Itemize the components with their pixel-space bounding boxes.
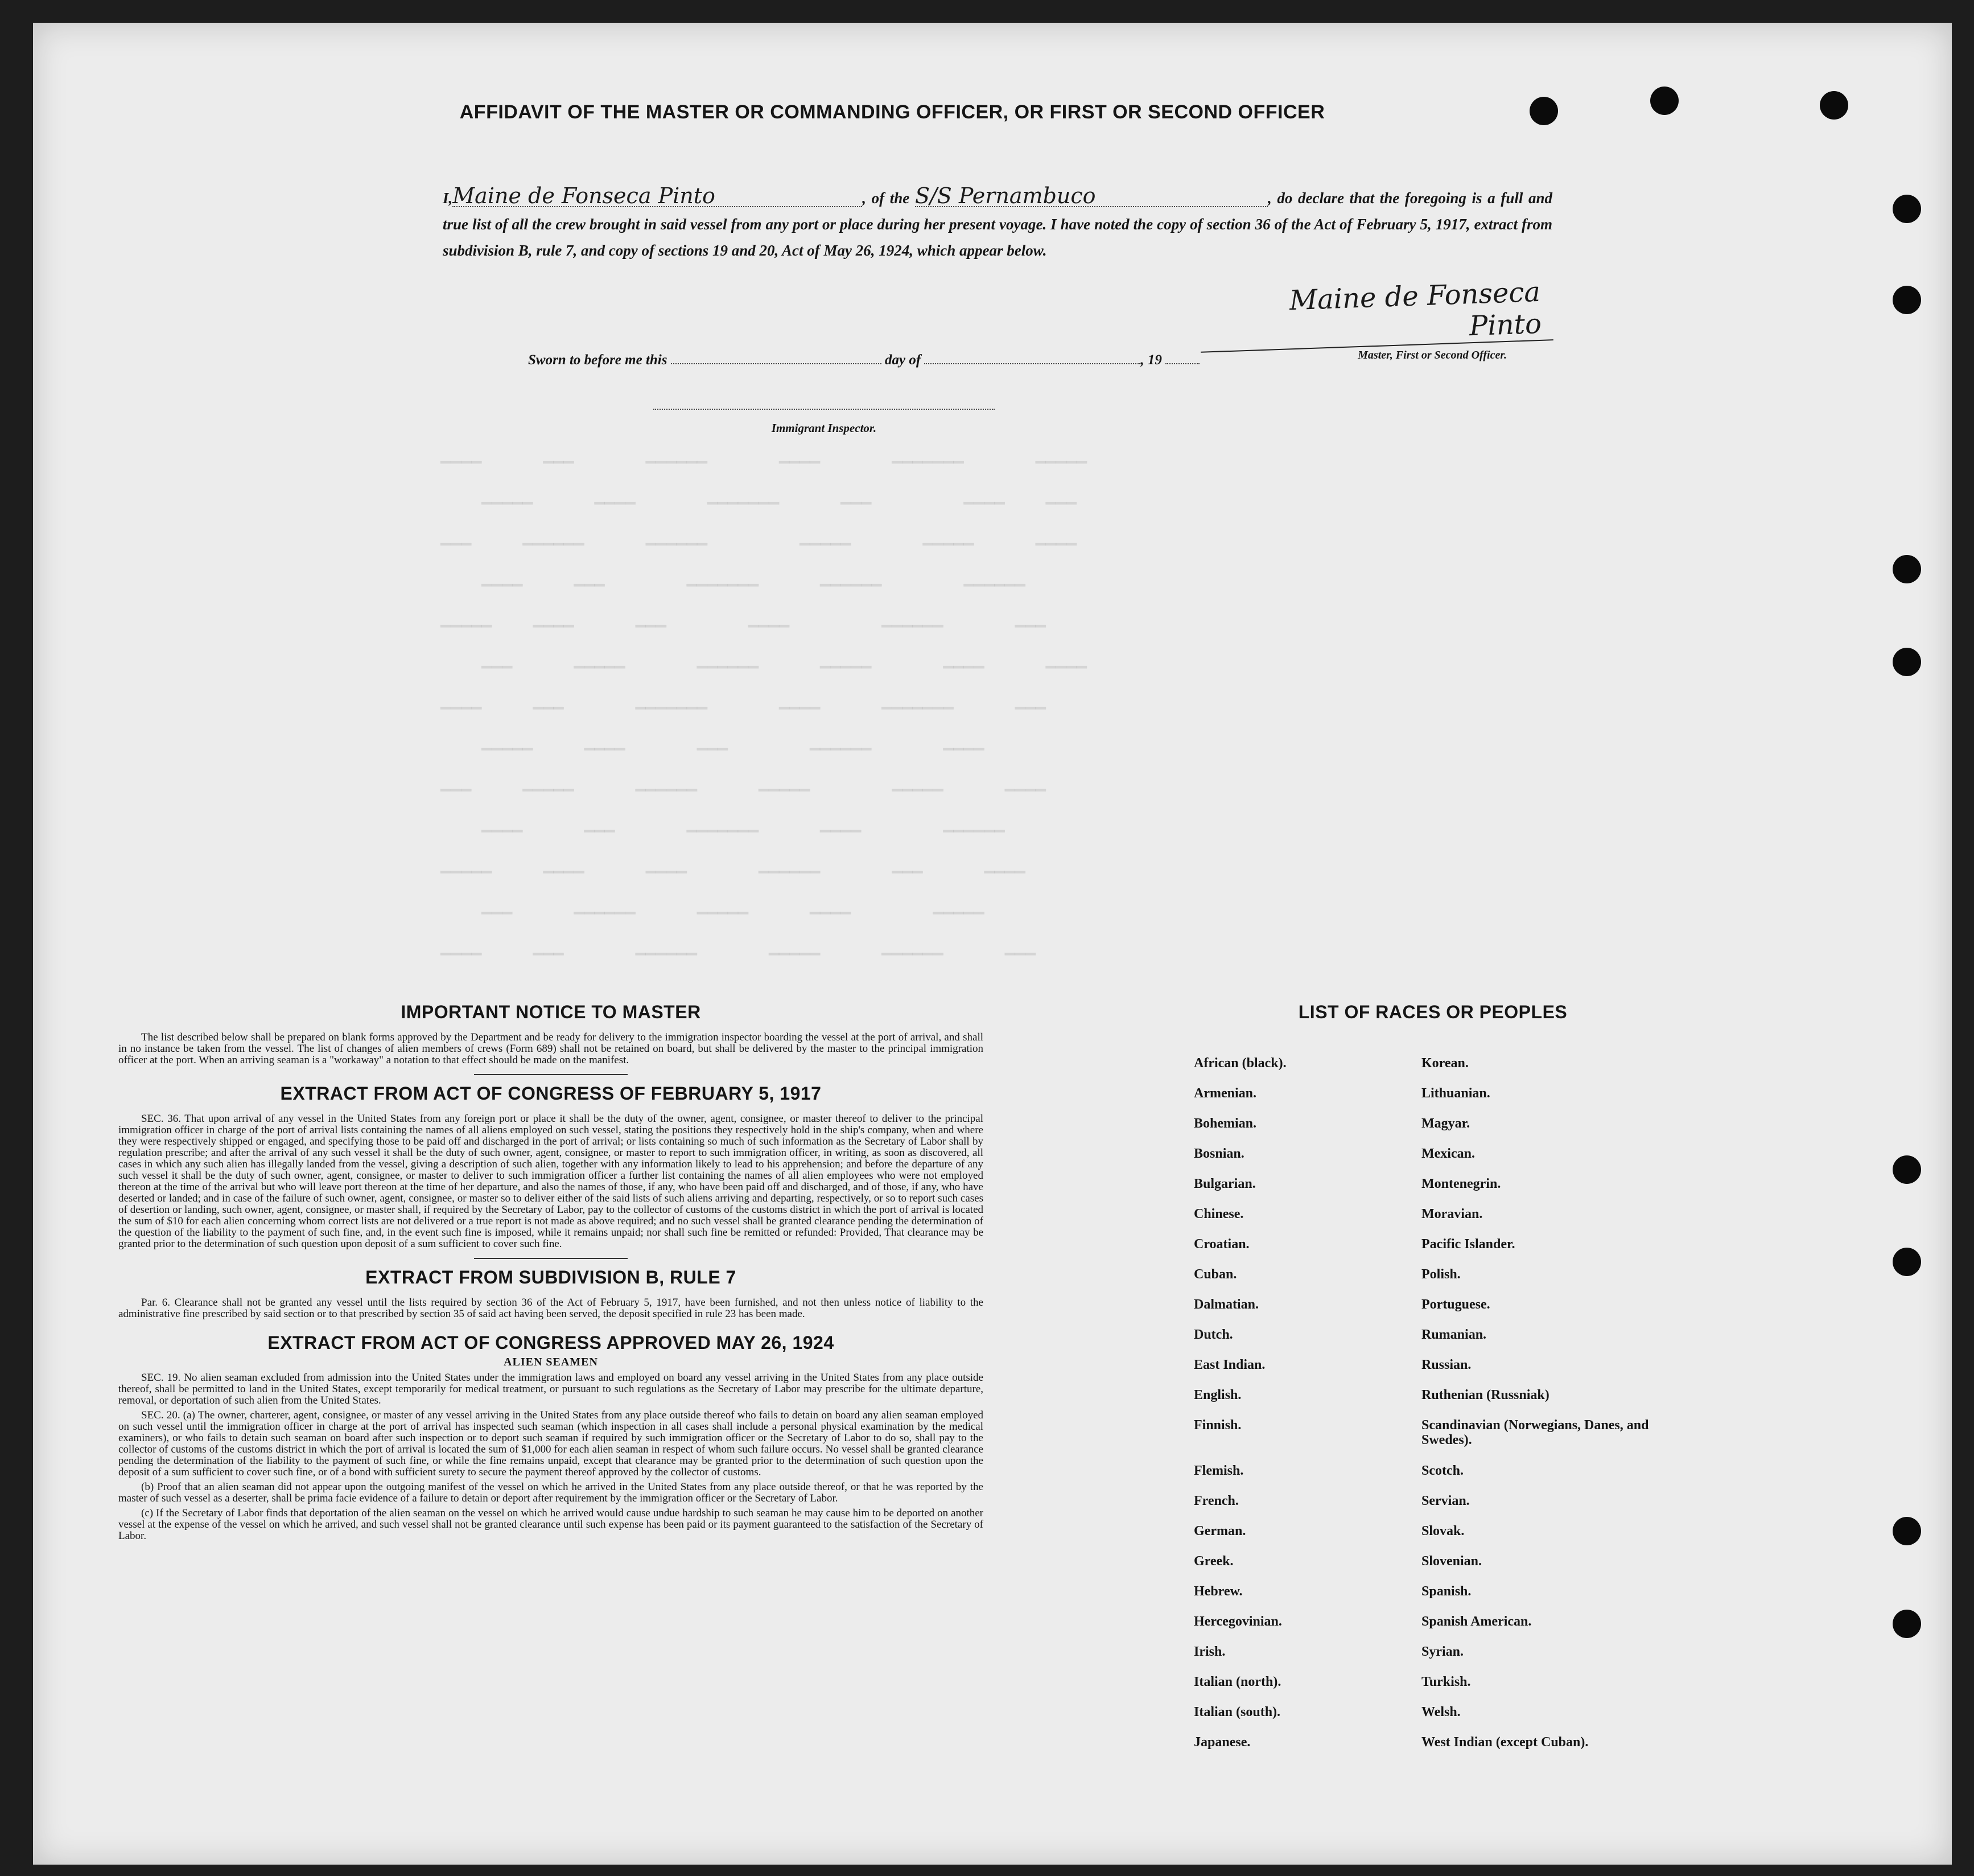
signature-block: [1200, 275, 1552, 362]
race-item: Armenian.: [1194, 1086, 1256, 1101]
sec20c-text: (c) If the Secretary of Labor finds that deportation of the alien seaman on the vessel on which he arrived would cause undue hardship to such seaman he may cause him to be deported on another vessel at the expense of the vessel on which he arrived, and such vessel shall not be granted clearance until such expense has been paid or its payment guaranteed to the satisfaction of the Secretary of Labor.: [118, 1507, 983, 1542]
race-item: Italian (south).: [1194, 1705, 1281, 1719]
race-item: Magyar.: [1421, 1116, 1470, 1131]
race-item: Scotch.: [1421, 1463, 1464, 1478]
race-item: Portuguese.: [1421, 1297, 1490, 1312]
legal-notices: [118, 1002, 983, 1545]
punch-hole: [1893, 1248, 1921, 1276]
race-item: German.: [1194, 1524, 1246, 1538]
race-item: Bohemian.: [1194, 1116, 1257, 1131]
punch-hole: [1530, 97, 1558, 125]
race-item: Welsh.: [1421, 1705, 1461, 1719]
race-item: Slovak.: [1421, 1524, 1465, 1538]
race-item: Spanish American.: [1421, 1614, 1532, 1629]
race-item: Turkish.: [1421, 1675, 1471, 1689]
extract-rule7-text: Par. 6. Clearance shall not be granted any vessel until the lists required by section 36 of the Act of February 5, 1917, have been furnished, and not then unless notice of liability to the administrative fine prescribed by said section or to that prescribed by section 35 of said act having been served, the deposit specified in rule 23 has been made.: [118, 1297, 983, 1320]
declaration: [443, 185, 1552, 264]
race-item: Korean.: [1421, 1056, 1469, 1071]
notice-text: The list described below shall be prepared on blank forms approved by the Department and be ready for delivery to the immigration inspector boarding the vessel at the port of arrival, and shall in no instance be taken from the vessel. The list of changes of alien members of crews (Form 689) shall not be retained on board, but shall be delivered by the master to the principal immigration officer at the port. When an arriving seaman is a "workaway" a notation to that effect should be made on the manifest.: [118, 1031, 983, 1066]
race-item: Hebrew.: [1194, 1584, 1243, 1599]
declare-text: , do declare that the foregoing is a full and true list of all the crew brought in said vessel from any port or place during her present voyage. I have noted the copy of section 36 of the Act of February 5, 1917, extract from subdivision B, rule 7, and copy of sections 19 and 20, Act of May 26, 1924, which appear below.: [443, 190, 1552, 259]
sec20a-text: SEC. 20. (a) The owner, charterer, agent, consignee, or master of any vessel arriving in the United States from any place outside thereof who fails to detain on board any alien seaman employed on such vessel until the immigration officer in charge at the port of arrival has inspected such seaman (which inspection in all cases shall include a personal physical examination by the medical examiners), or who fails to detain such seaman on board after such inspection or to deport such seaman if required by such immigration officer or the Secretary of Labor to do so, shall pay to the collector of customs of the customs district in which the port of arrival is located the sum of $1,000 for each alien seaman in respect of whom such failure occurs. No vessel shall be granted clearance pending the determination of the liability to the payment of such fine, or while the fine remains unpaid, except that clearance may be granted prior to the determination of such question upon the deposit of a sum sufficient to cover such fine, or of a bond with sufficient surety to secure the payment thereof approved by the collector of customs.: [118, 1409, 983, 1478]
punch-hole: [1893, 1155, 1921, 1184]
race-item: Dutch.: [1194, 1327, 1233, 1342]
race-item: West Indian (except Cuban).: [1421, 1735, 1589, 1750]
sec19-text: SEC. 19. No alien seaman excluded from admission into the United States under the immigration laws and employed on board any vessel arriving in the United States from any place outside thereof, shall be permitted to land in the United States, except temporarily for medical treatment, or pursuant to such regulations as the Secretary of Labor may prescribe for the ultimate departure, removal, or deportation of such alien from the United States.: [118, 1372, 983, 1406]
manifest-page: [33, 23, 1952, 1865]
race-item: Bosnian.: [1194, 1146, 1244, 1161]
races-grid: [1194, 1056, 1695, 1765]
sworn-line: [528, 352, 1325, 368]
extract-1917-heading: EXTRACT FROM ACT OF CONGRESS OF FEBRUARY 5, 1917: [280, 1083, 822, 1104]
sworn-year-field[interactable]: [1165, 352, 1200, 364]
race-item: Spanish.: [1421, 1584, 1472, 1599]
affidavit-title: AFFIDAVIT OF THE MASTER OR COMMANDING OFFICER, OR FIRST OR SECOND OFFICER: [459, 101, 1325, 123]
punch-hole: [1820, 91, 1848, 120]
race-item: Finnish.: [1194, 1418, 1242, 1433]
sworn-day-field[interactable]: [671, 352, 881, 364]
of-the-label: , of the: [862, 190, 910, 207]
sec20b-text: (b) Proof that an alien seaman did not appear upon the outgoing manifest of the vessel on which he arrived in the United States from any place outside thereof, or that he was reported by the master of such vessel as a deserter, shall be prima facie evidence of a failure to detain or deport after requirement by the immigration officer or the Secretary of Labor.: [118, 1481, 983, 1504]
vessel-name-field[interactable]: S/S Pernambuco: [915, 186, 1268, 207]
race-item: Slovenian.: [1421, 1554, 1482, 1569]
punch-hole: [1650, 87, 1679, 115]
race-item: Polish.: [1421, 1267, 1461, 1282]
race-item: Croatian.: [1194, 1237, 1250, 1252]
race-item: Ruthenian (Russniak): [1421, 1388, 1549, 1402]
race-item: Japanese.: [1194, 1735, 1251, 1750]
notice-heading: IMPORTANT NOTICE TO MASTER: [401, 1002, 701, 1022]
races-heading: LIST OF RACES OR PEOPLES: [1298, 1002, 1568, 1022]
sworn-prefix: Sworn to before me this: [528, 352, 667, 368]
divider: [474, 1258, 628, 1259]
bleed-through-texture: ▁▁▁▁ ▁▁▁ ▁▁▁▁▁▁ ▁▁▁▁ ▁▁▁▁▁▁▁ ▁▁▁▁▁ ▁▁▁▁▁ ▁▁▁▁ ▁▁▁▁▁▁▁ ▁▁▁ ▁▁▁▁ ▁▁▁ ▁▁▁ ▁▁▁▁▁▁ ▁▁▁▁▁▁ ▁▁▁▁▁ ▁▁▁▁▁ ▁▁▁▁ ▁▁▁▁ ▁▁▁ ▁▁▁▁▁▁▁ ▁▁▁▁▁▁ ▁▁▁▁▁▁ ▁▁▁▁▁ ▁▁▁▁ ▁▁▁ ▁▁▁▁ ▁▁▁▁▁▁ ▁▁▁ ▁▁▁ ▁▁▁▁▁ ▁▁▁▁▁▁ ▁▁▁▁▁ ▁▁▁▁ ▁▁▁▁ ▁▁▁▁ ▁▁▁ ▁▁▁▁▁▁▁ ▁▁▁▁ ▁▁▁▁▁▁▁ ▁▁▁ ▁▁▁▁▁ ▁▁▁▁ ▁▁▁ ▁▁▁▁▁▁ ▁▁▁▁ ▁▁▁ ▁▁▁▁▁ ▁▁▁▁▁▁ ▁▁▁▁▁ ▁▁▁▁▁ ▁▁▁▁ ▁▁▁▁ ▁▁▁ ▁▁▁▁▁▁▁ ▁▁▁▁ ▁▁▁▁▁▁ ▁▁▁▁▁ ▁▁▁▁ ▁▁▁▁ ▁▁▁▁▁▁ ▁▁▁ ▁▁▁▁ ▁▁▁ ▁▁▁▁▁▁ ▁▁▁▁▁ ▁▁▁▁ ▁▁▁▁▁ ▁▁▁▁ ▁▁▁ ▁▁▁▁▁▁ ▁▁▁▁▁ ▁▁▁▁▁▁ ▁▁▁: [420, 446, 1087, 957]
race-item: Flemish.: [1194, 1463, 1244, 1478]
extract-rule7-heading: EXTRACT FROM SUBDIVISION B, RULE 7: [365, 1267, 736, 1287]
sworn-day-label: day of: [884, 352, 921, 368]
race-item: Rumanian.: [1421, 1327, 1487, 1342]
race-item: Syrian.: [1421, 1644, 1464, 1659]
race-item: Russian.: [1421, 1357, 1472, 1372]
inspector-signature-line[interactable]: [653, 409, 995, 410]
race-item: Mexican.: [1421, 1146, 1475, 1161]
race-item: English.: [1194, 1388, 1242, 1402]
race-item: Irish.: [1194, 1644, 1226, 1659]
punch-hole: [1893, 195, 1921, 223]
race-item: Bulgarian.: [1194, 1176, 1256, 1191]
inspector-caption: Immigrant Inspector.: [771, 421, 877, 435]
sworn-month-field[interactable]: [924, 352, 1140, 364]
alien-seamen-subheading: ALIEN SEAMEN: [504, 1356, 598, 1368]
divider: [474, 1074, 628, 1075]
race-item: Pacific Islander.: [1421, 1237, 1515, 1252]
race-item: African (black).: [1194, 1056, 1287, 1071]
race-item: Montenegrin.: [1421, 1176, 1501, 1191]
extract-1917-text: SEC. 36. That upon arrival of any vessel in the United States from any foreign port or place it shall be the duty of the owner, agent, consignee, or master thereof to deliver to the principal immigration officer in charge of the port of arrival lists containing the names of all aliens employed on such vessel, stating the positions they respectively hold in the ship's company, when and where they were respectively shipped or engaged, and specifying those to be paid off and discharged in the port of arrival; or lists containing so much of such information as the Secretary of Labor shall by regulation prescribe; and after the arrival of any such vessel it shall be the duty of such owner, agent, consignee, or master to report to such immigration officer, in writing, as soon as discovered, all cases in which any such alien has illegally landed from the vessel, giving a description of such alien, together with any information likely to lead to his apprehension; and before the departure of any such vessel it shall be the duty of such owner, agent, consignee, or master to deliver to such immigration officer a further list containing the names of all alien employees who were not employed thereon at the time of the arrival but who will leave port thereon at the time of her departure, and also the names of those, if any, who have been paid off and discharged, and of those, if any, who have deserted or landed; and in case of the failure of such owner, agent, consignee, or master so to deliver either of the said lists of such aliens arriving and departing, respectively, or so to report such cases of desertion or landing, such owner, agent, consignee, or master shall, if required by the Secretary of Labor, pay to the collector of customs of the customs district in which the port of arrival is located the sum of $10 for each alien concerning whom correct lists are not delivered or a true report is not made as above required; and no such vessel shall be granted clearance pending the determination of the question of the liability to the payment of such fine, and, in the event such fine is imposed, while it remains unpaid; nor shall such fine be remitted or refunded: Provided, That clearance may be granted prior to the determination of such question upon deposit of a sum sufficient to cover such fine.: [118, 1113, 983, 1250]
race-item: Hercegovinian.: [1194, 1614, 1282, 1629]
race-item: French.: [1194, 1494, 1239, 1508]
punch-hole: [1893, 1610, 1921, 1638]
race-item: Greek.: [1194, 1554, 1234, 1569]
race-item: Lithuanian.: [1421, 1086, 1490, 1101]
race-item: East Indian.: [1194, 1357, 1266, 1372]
races-list: [1194, 1002, 1695, 1765]
race-item: Moravian.: [1421, 1207, 1483, 1221]
race-item: Italian (north).: [1194, 1675, 1281, 1689]
race-item: Chinese.: [1194, 1207, 1244, 1221]
extract-1924-heading: EXTRACT FROM ACT OF CONGRESS APPROVED MAY 26, 1924: [267, 1332, 834, 1353]
signature-caption: Master, First or Second Officer.: [1358, 349, 1507, 361]
sworn-year-label: , 19: [1140, 352, 1162, 368]
punch-hole: [1893, 1517, 1921, 1545]
race-item: Dalmatian.: [1194, 1297, 1259, 1312]
race-item: Servian.: [1421, 1494, 1470, 1508]
race-item: Scandinavian (Norwegians, Danes, and Swedes).: [1421, 1418, 1649, 1447]
officer-name-field[interactable]: Maine de Fonseca Pinto: [452, 186, 862, 207]
punch-hole: [1893, 286, 1921, 314]
officer-signature: Maine de Fonseca Pinto: [1198, 275, 1553, 353]
race-item: Cuban.: [1194, 1267, 1237, 1282]
declare-prefix: I,: [443, 190, 453, 207]
